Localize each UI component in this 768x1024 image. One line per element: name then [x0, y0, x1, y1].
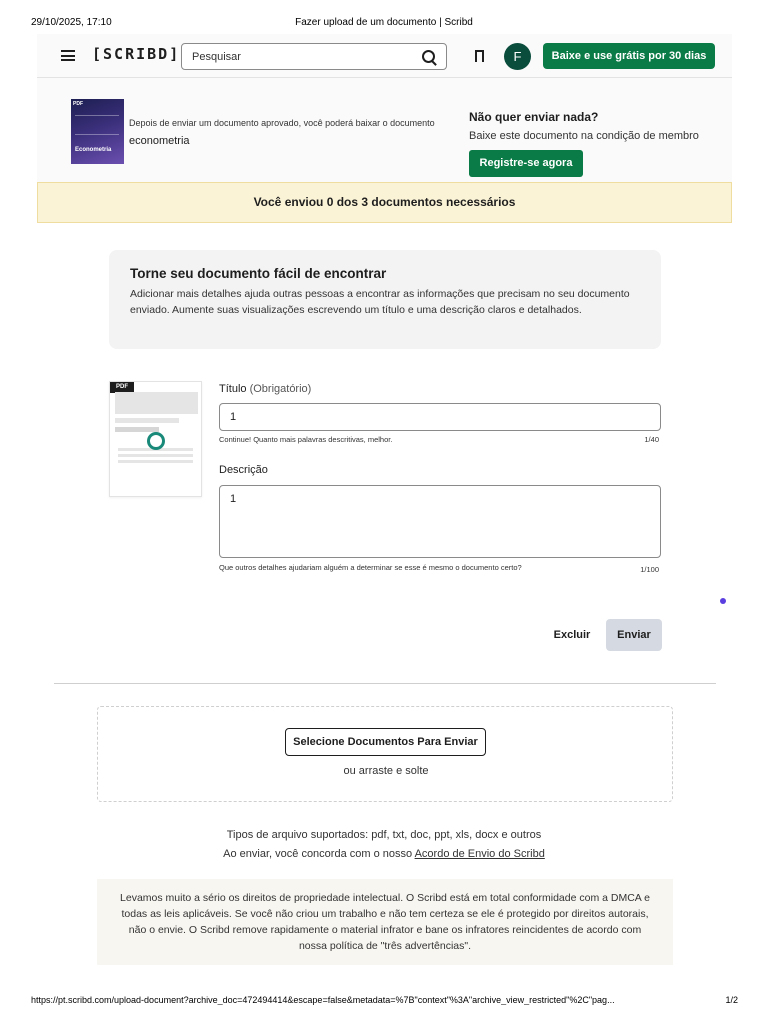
- description-label: Descrição: [219, 464, 268, 476]
- search-input[interactable]: [192, 48, 412, 66]
- upload-progress-banner: Você enviou 0 dos 3 documentos necessários: [37, 182, 732, 223]
- print-url: https://pt.scribd.com/upload-document?archive_doc=472494414&escape=false&metadata=%7B"context"%3A"archive_view_restricted"%2C"pag...: [31, 995, 615, 1005]
- upload-dropzone[interactable]: [97, 706, 673, 802]
- print-page-title: Fazer upload de um documento | Scribd: [295, 17, 473, 28]
- pdf-badge: PDF: [110, 382, 134, 393]
- title-hint: Continue! Quanto mais palavras descritivas, melhor.: [219, 435, 393, 444]
- free-trial-button[interactable]: Baixe e use grátis por 30 dias: [543, 43, 715, 69]
- document-preview: [109, 381, 202, 497]
- status-dot: [720, 598, 726, 604]
- copyright-notice: Levamos muito a sério os direitos de propriedade intelectual. O Scribd está em total conformidade com a DMCA e todas as leis aplicáveis. Se você não criou um trabalho e não tem certeza se ele é protegido por direitos autorais, não o envie. O Scribd remove rapidamente o material infrator e bane os infratores reincidentes de acordo com nossa política de "três advertências".: [97, 879, 673, 965]
- thumbnail-title: Econometria: [75, 147, 112, 153]
- description-hint: Que outros detalhes ajudariam alguém a determinar se esse é mesmo o documento certo?: [219, 563, 522, 572]
- send-button[interactable]: Enviar: [606, 619, 662, 651]
- description-input[interactable]: [219, 485, 661, 558]
- title-input[interactable]: [219, 403, 661, 431]
- user-avatar[interactable]: F: [504, 43, 531, 70]
- bookmark-icon[interactable]: [475, 50, 484, 62]
- no-upload-subtitle: Baixe este documento na condição de membro: [469, 130, 699, 142]
- title-counter: 1/40: [644, 435, 659, 444]
- supported-file-types: Tipos de arquivo suportados: pdf, txt, doc, ppt, xls, docx e outros: [226, 829, 542, 841]
- info-card: [109, 250, 661, 349]
- title-label: Título (Obrigatório): [219, 383, 312, 395]
- document-banner: [37, 78, 732, 182]
- info-card-body: Adicionar mais detalhes ajuda outras pessoas a encontrar as informações que precisam no seu documento enviado. Aumente suas visualizações escrevendo um título e uma descrição claros e detalhados.: [130, 288, 630, 316]
- required-marker: (Obrigatório): [249, 383, 312, 395]
- menu-icon[interactable]: [61, 50, 75, 61]
- register-button[interactable]: Registre-se agora: [469, 150, 583, 177]
- banner-document-name: econometria: [129, 135, 190, 147]
- print-datetime: 29/10/2025, 17:10: [31, 17, 112, 28]
- print-header: [0, 17, 768, 31]
- drag-drop-text: ou arraste e solte: [343, 765, 429, 777]
- print-page-number: 1/2: [725, 995, 738, 1005]
- upload-agreement-link[interactable]: Acordo de Envio do Scribd: [414, 848, 545, 860]
- agreement-text: Ao enviar, você concorda com o nosso Acordo de Envio do Scribd: [223, 848, 545, 860]
- top-navigation-bar: [37, 34, 732, 78]
- scribd-logo[interactable]: [SCRIBD]: [92, 45, 181, 63]
- banner-note: Depois de enviar um documento aprovado, você poderá baixar o documento: [129, 118, 435, 128]
- no-upload-title: Não quer enviar nada?: [469, 110, 599, 124]
- document-thumbnail: [71, 99, 124, 164]
- thumbnail-pdf-tag: PDF: [73, 101, 83, 107]
- description-counter: 1/100: [640, 565, 659, 574]
- loading-spinner-icon: [147, 432, 165, 450]
- section-divider: [54, 683, 716, 684]
- select-documents-button[interactable]: Selecione Documentos Para Enviar: [285, 728, 486, 756]
- search-box[interactable]: [181, 43, 447, 70]
- delete-button[interactable]: Excluir: [553, 629, 591, 641]
- info-card-title: Torne seu documento fácil de encontrar: [130, 266, 387, 281]
- search-icon[interactable]: [422, 50, 435, 63]
